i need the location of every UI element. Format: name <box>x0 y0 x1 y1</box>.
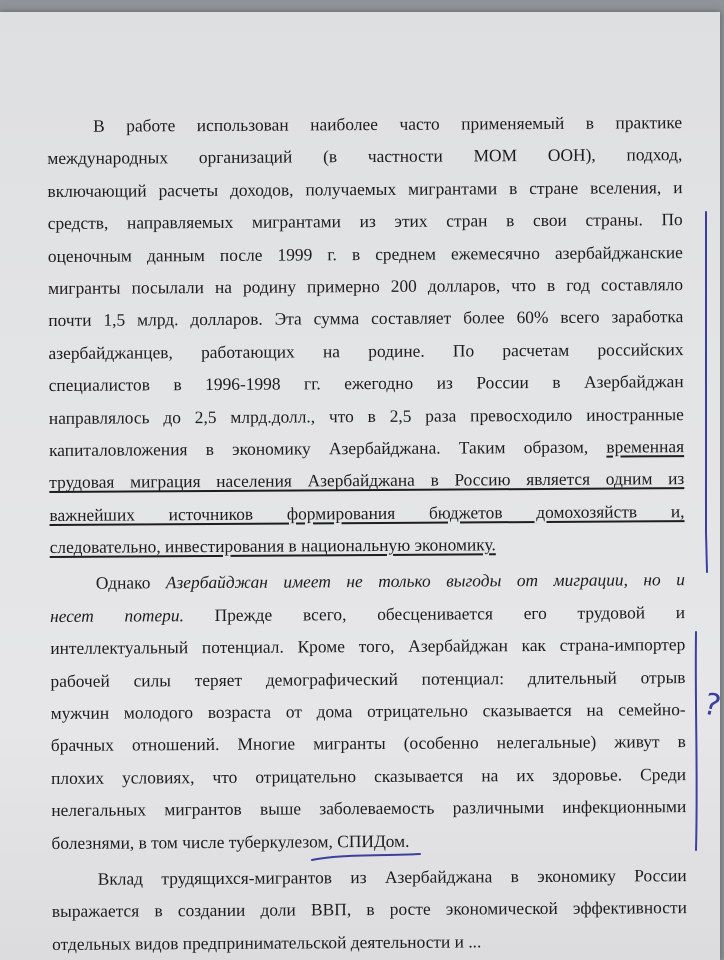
text-line: Вклад трудящихся-мигрантов из Азербайджана в экономику России <box>97 865 687 889</box>
text-line: плохих условиях, что отрицательно сказывается на их здоровье. Среди <box>51 763 687 788</box>
paragraph-1 <box>47 106 685 563</box>
underlined-text-line: важнейших источников формирования бюджетов домохозяйств и, <box>49 500 685 525</box>
text-line: направлялось до 2,5 млрд.долл., что в 2,5 раза превосходило иностранные <box>48 403 684 428</box>
margin-line-1 <box>706 212 707 572</box>
text-line: почти 1,5 млрд. долларов. Эта сумма составляет более 60% всего заработка <box>48 306 684 331</box>
text-line: азербайджанцев, работающих на родине. По расчетам российских <box>48 338 684 363</box>
text-line: В работе использован наиболее часто применяемый в практике <box>93 112 683 136</box>
paragraph-3 <box>52 859 688 960</box>
text-line: брачных отношений. Многие мигранты (особенно нелегальные) живут в <box>50 731 686 756</box>
text-line: специалистов в 1996-1998 гг. ежегодно из России в Азербайджан <box>48 371 684 396</box>
underlined-text-line: следовательно, инвестирования в национальную экономику. <box>49 534 496 558</box>
text-line: отдельных видов предпринимательской деятельности и ... <box>52 931 482 954</box>
text-line: интеллектуальный потенциал. Кроме того, Азербайджан как страна-импортер <box>50 634 686 659</box>
text-line: болезнями, в том числе туберкулезом, СПИДом. <box>51 830 410 853</box>
text-line: капиталовложения в экономику Азербайджана. Таким образом, временная <box>49 436 685 460</box>
text-line: несет потери. Прежде всего, обесценивается его трудовой и <box>50 601 686 626</box>
text-line: средств, направляемых мигрантами из этих стран в свои страны. По <box>47 209 683 234</box>
margin-question-mark: ? <box>700 686 724 725</box>
text-line: Однако Азербайджан имеет не только выгоды от миграции, но и <box>95 569 685 594</box>
document-page <box>0 12 724 960</box>
text-line: включающий расчеты доходов, получаемых мигрантами в стране вселения, и <box>47 176 683 201</box>
text-line: оценочным данным после 1999 г. в среднем ежемесячно азербайджанские <box>47 241 683 266</box>
text-line: выражается в создании доли ВВП, в росте экономической эффективности <box>51 897 687 922</box>
text-line: нелегальных мигрантов выше заболеваемость различными инфекционными <box>51 796 687 821</box>
margin-line-2 <box>696 632 697 850</box>
paragraph-2 <box>50 564 687 859</box>
underlined-text-line: трудовая миграция населения Азербайджана в Россию является одним из <box>49 468 685 493</box>
text-line: международных организаций (в частности МОМ ООН), подход, <box>47 144 683 169</box>
text-line: мужчин молодого возраста от дома отрицательно сказывается на семейно- <box>50 699 686 724</box>
text-line: мигранты посылали на родину примерно 200 долларов, что в год составляло <box>48 274 684 298</box>
text-line: рабочей силы теряет демографический потенциал: длительный отрыв <box>50 666 686 691</box>
document-text <box>47 106 687 960</box>
